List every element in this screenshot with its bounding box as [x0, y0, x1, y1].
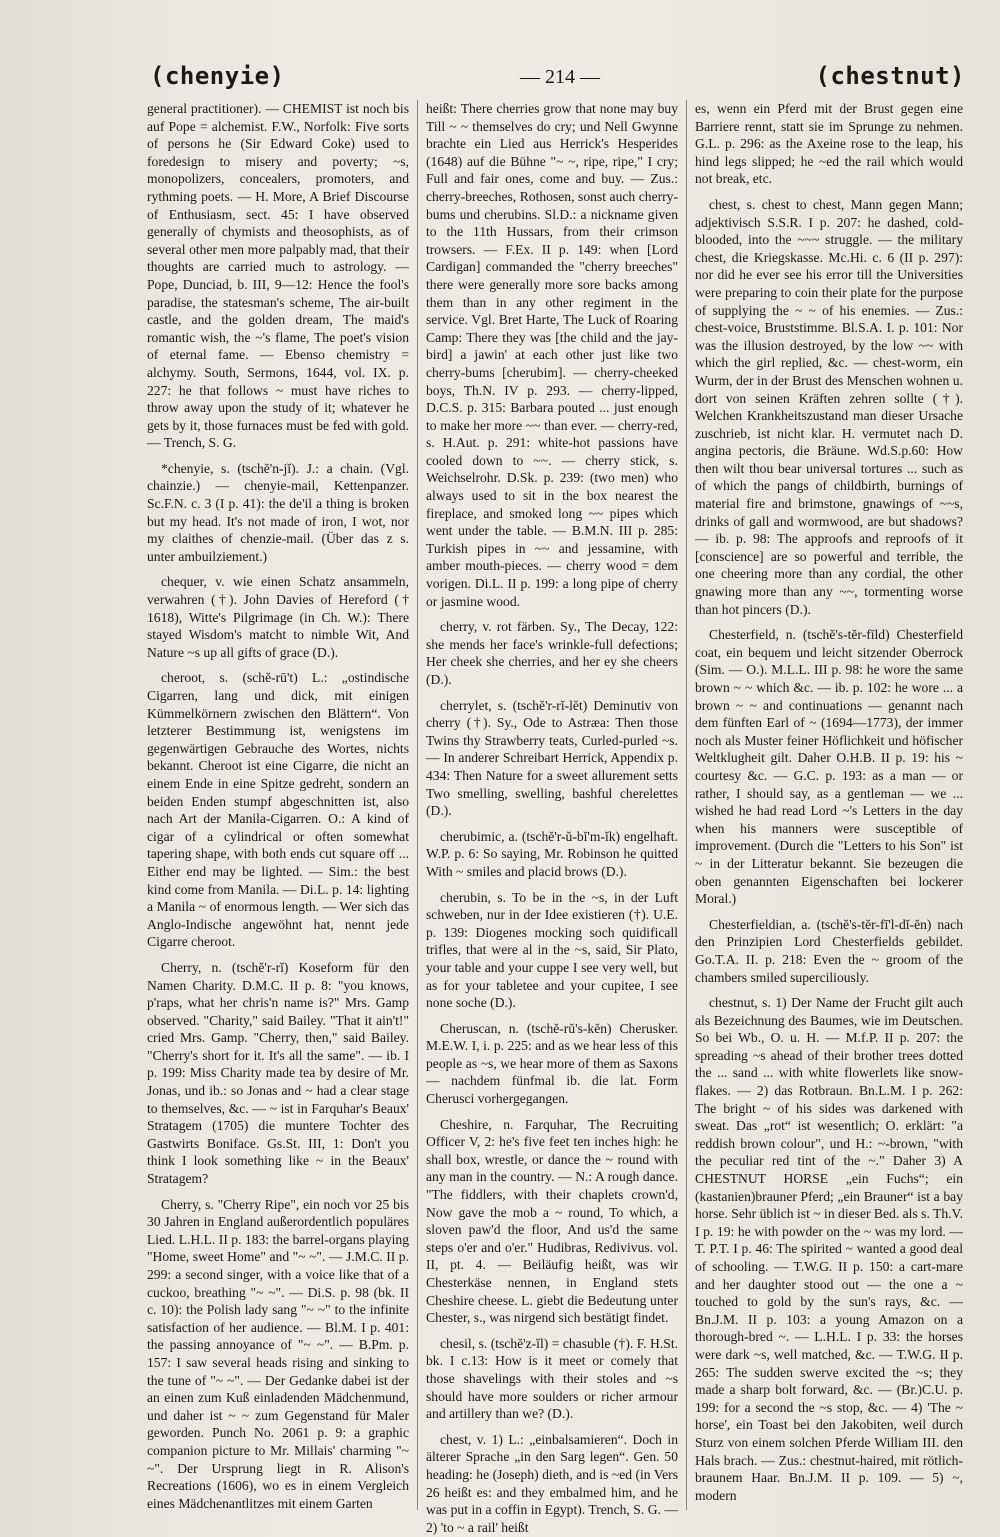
entry-paragraph: chestnut, s. 1) Der Name der Frucht gilt auch als Bezeichnung des Baumes, wie im Deutschen. So bei Wb., O. u. H. — M.f.P. II p. 207: the spreading ~s ahead of their brother trees dotted the ... sand ... with white flowerlets like snow-flakes. — 2) das Rotbraun. Bn.L.M. I p. 262: The bright ~ of his sides was darkened with sweat. Das „rot“ ist wesentlich; O. erklärt: "a reddish brown colour", und H.: ~-brown, "with the peculiar red tint of the ~." Daher 3) A CHESTNUT HORSE „ein Fuchs“; ein (kastanien)brauner Pferd; „ein Brauner“ ist a bay horse. Sehr üblich ist ~ in dieser Bed. als s. Th.V. I p. 19: he with powder on the ~ was my lord. — T. P.T. I p. 46: The spirited ~ wanted a good deal of schooling. — T.W.G. II p. 150: a cart-mare and her daughter stood out — the one a ~ touched to gold by the sun's rays, &c. — Bn.J.M. II p. 103: a young Amazon on a thorough-bred ~. — L.H.L. I p. 33: the horses were dark ~s, well matched, &c. — T.W.G. II p. 265: The sudden swerve excited the ~s; they made a sharp bolt forward, &c. — (Br.)C.U. p. 199: for a second the ~s stop, &c. — 4) 'The ~ horse', ein Toast bei den Jakobiten, weil durch Sturz von einem solchen Pferde William III. den Hals brach. — Zus.: chestnut-haired, mit rötlich-braunem Haar. Bn.J.M. II p. 109. — 5) ~, modern	[695, 995, 963, 1503]
entry-paragraph: general practitioner). — CHEMIST ist noch bis auf Pope = alchemist. F.W., Norfolk: Five sorts of persons he (Sir Edward Coke) used to foredesign to misery and poverty; ~s, monopolizers, concealers, promoters, and rythming poets. — H. More, A Brief Discourse of Enthusiasm, sect. 45: I have observed generally of chymists and theosophists, as of several other men more palpably mad, that their thoughts are carried much to astrology. — Pope, Dunciad, b. III, 9—12: Hence the fool's paradise, the statesman's scheme, The air-built castle, and the golden dream, The maid's romantic wish, the ~'s flame, The poet's vision of eternal fame. — Ebenso chemistry = alchymy. South, Sermons, 1644, vol. IX. p. 227: he that follows ~ must have riches to throw away upon the study of it; whatever he gets by it, those furnaces must be fed with gold. — Trench, S. G.	[147, 101, 409, 451]
entry-paragraph: cherrylet, s. (tschĕ'r-rĭ-lĕt) Deminutiv von cherry (†). Sy., Ode to Astræa: Then those Twins thy Strawberry teats, Curled-purled ~s. — In anderer Schreibart Herrick, Appendix p. 434: Then Nature for a sweet allurement setts Two smelling, swelling, bashful cherelettes (D.).	[426, 697, 678, 819]
page-number: — 214 —	[520, 66, 600, 88]
entry-paragraph: chest, v. 1) L.: „einbalsamieren“. Doch in älterer Sprache „in den Sarg legen“. Gen. 50 heading: he (Joseph) dieth, and is ~ed (in Vers 26 heißt es: and they embalmed him, and he was put in a coffin in Egypt). Trench, S. G. — 2) 'to ~ a rail' heißt	[426, 1431, 678, 1535]
entry-paragraph: Cherry, n. (tschĕ'r-rĭ) Koseform für den Namen Charity. D.M.C. II p. 8: "you knows, p'raps, what her chris'n name is?" Mrs. Gamp observed. "Charity," said Bailey. "That it ain't!" cried Mrs. Gamp. "Cherry, then," said Bailey. "Cherry's short for it. It's all the same". — ib. I p. 199: Miss Charity made tea by desire of Mr. Jonas, und ib.: so Jonas and ~ had a clear stage to themselves, &c. — ~ ist in Farquhar's Beaux' Stratagem (1705) die muntere Tochter des Gastwirts Boniface. Gs.St. III, 1: Don't you think I look something like ~ in the Beaux' Stratagem?	[147, 959, 409, 1187]
entry-paragraph: Chesterfieldian, a. (tschĕ's-tĕr-fī'l-dĭ-ĕn) nach den Prinzipien Lord Chesterfields gebildet. Go.T.A. II. p. 218: Even the ~ groom of the chambers smiled superciliously.	[695, 916, 963, 985]
entry-paragraph: chesil, s. (tschĕ'z-ĭl) = chasuble (†). F. H.St. bk. I c.13: How is it meet or comely that those shavelings with their stoles and ~s should have more soulders or richer armour and artillery than we? (D.).	[426, 1335, 678, 1422]
entry-paragraph: heißt: There cherries grow that none may buy Till ~ ~ themselves do cry; und Nell Gwynne brachte ein Lied aus Herrick's Hesperides (1648) auf die Bühne "~ ~, ripe, ripe," I cry; Full and fair ones, come and buy. — Zus.: cherry-breeches, Rothosen, sonst auch cherry-bums und cherubins. Sl.D.: a nickname given to the 11th Hussars, from their crimson trowsers. — F.Ex. II p. 149: when [Lord Cardigan] commanded the "cherry breeches" there were generally more sore backs among them than in any other regiment in the service. Vgl. Bret Harte, The Luck of Roaring Camp: There they was [the child and the jay-bird] a jawin' at each other just like two cherry-bums [cherubim]. — cherry-cheeked boys, Th.N. IV p. 293. — cherry-lipped, D.C.S. p. 315: Barbara pouted ... just enough to make her more ~~ than ever. — cherry-red, s. H.Aut. p. 291: white-hot passions have cooled down to ~~. — cherry stick, s. Weichselrohr. D.Sk. p. 239: (two men) who always used to sit in the box nearest the fireplace, and smoked long ~~ pipes which went under the table. — B.M.N. III p. 285: Turkish pipes in ~~ and jessamine, with amber mouth-pieces. — cherry wood = dem vorigen. Di.L. II p. 199: a long pipe of cherry or jasmine wood.	[426, 101, 678, 609]
entry-paragraph: cherry, v. rot färben. Sy., The Decay, 122: she mends her face's wrinkle-full defections; Her cheek she cherries, and her ey she cheers (D.).	[426, 619, 678, 687]
entry-paragraph: cheroot, s. (schĕ-rū't) L.: „ostindische Cigarren, lang und dick, mit einigen Kümmelkörnern zwischen den Blättern“. Von letzterer Bestimmung ist, wenigstens im gegenwärtigen Gebrauche des Wortes, nichts bekannt. Cheroot ist eine Cigarre, die nicht an einem Ende in eine Spitze gedreht, sondern an beiden Enden stumpf abgeschnitten ist, also nach Art der Manila-Cigarren. O.: A kind of cigar of a cylindrical or often somewhat tapering shape, with both ends cut square off ... Either end may be lighted. — Sim.: the best kind come from Manila. — Di.L. p. 14: lighting a Manila ~ of enormous length. — Wer sich das Anglo-Indische angewöhnt hat, nennt jede Cigarre cheroot.	[147, 670, 409, 950]
entry-paragraph: Cheshire, n. Farquhar, The Recruiting Officer V, 2: he's five feet ten inches high: he shall box, wrestle, or dance the ~ round with any man in the country. — N.: A rough dance. "The fiddlers, with their chaplets crown'd, Now gave the mob a ~ round, To which, a sloven paw'd the floor, And us'd the same steps o'er and o'er." Hudibras, Redivivus. vol. II, pt. 4. — Beiläufig heißt, was wir Chesterkäse nennen, in England stets Cheshire cheese. L. giebt die Bedeutung unter Chester, s., was nirgend sich bestätigt findet.	[426, 1116, 678, 1326]
left-catchword: (chenyie)	[150, 62, 285, 90]
entry-paragraph: chequer, v. wie einen Schatz ansammeln, verwahren (†). John Davies of Hereford († 1618), Witte's Pilgrimage (in Ch. W.): There stayed Wisdom's matcht to nimble Wit, And Nature ~s up all gifts of grace (D.).	[147, 574, 409, 660]
entry-paragraph: cherubimic, a. (tschĕ'r-ŭ-bĭ'm-ĭk) engelhaft. W.P. p. 6: So saying, Mr. Robinson he quitted With ~ smiles and placid brows (D.).	[426, 828, 678, 879]
entry-paragraph: cherubin, s. To be in the ~s, in der Luft schweben, nur in der Idee existieren (†). U.E. p. 139: Diogenes mocking soch quidificall trifles, that were al in the ~s, said, Sir Plato, your table and your cuppe I see very well, but as for your tabletee and your cupitee, I see none soche (D.).	[426, 889, 678, 1011]
entry-paragraph: Cheruscan, n. (tschĕ-rŭ's-kĕn) Cherusker. M.E.W. I, i. p. 225: and as we hear less of this people as ~s, we hear more of them as Saxons — nachdem fünfmal ib. die lat. Form Cherusci vorhergegangen.	[426, 1020, 678, 1107]
column-divider-2	[686, 100, 687, 1510]
entry-paragraph: chest, s. chest to chest, Mann gegen Mann; adjektivisch S.S.R. I p. 207: he dashed, cold-blooded, into the ~~~ struggle. — the military chest, die Kriegskasse. Mc.Hi. c. 6 (II p. 297): nor did he ever see his error till the Universities were preparing to coin their plate for the purpose of supplying the ~ ~ of his enemies. — Zus.: chest-voice, Bruststimme. Bl.S.A. I. p. 101: Nor was the illusion destroyed, by the low ~~ with which the girl replied, &c. — chest-worm, ein Wurm, der in der Brust des Menschen wohnen u. dort von seinen Kräften zehren sollte (†). Welchen Krankheitszustand man dieser Ursache zuschrieb, ist nicht klar. H. vermutet nach D. angina pectoris, die Bräune. Wd.S.p.60: How then wilt thou bear universal tortures ... such as of which the pangs of childbirth, burnings of material fire and brimstone, gnawings of ~~s, drinks of gall and wormwood, are but shadows? — ib. p. 98: The approofs and reproofs of it [conscience] are so powerful and terrible, the one cheering more than any cordial, the other gnawing more than any ~~, tormenting worse than hot pincers (D.).	[695, 196, 963, 617]
entry-paragraph: Cherry, s. "Cherry Ripe", ein noch vor 25 bis 30 Jahren in England außerordentlich populäres Lied. L.H.L. II p. 183: the barrel-organs playing "Home, sweet Home" and "~ ~". — J.M.C. II p. 299: a second singer, with a voice like that of a cuckoo, breathing "~ ~". — Di.S. p. 98 (bk. II c. 10): the Polish lady sang "~ ~" to the infinite satisfaction of her audience. — Bl.M. I p. 401: the passing annoyance of "~ ~". — B.Pm. p. 157: I saw several heads rising and sinking to the tune of "~ ~". — Der Gedanke dabei ist der an einen zum Kuß einladenden Mädchenmund, und daher ist ~ ~ zum Gegenstand für Maler geworden. Punch No. 2061 p. 9: a graphic companion picture to Mr. Millais' charming "~ ~". Der Ursprung liegt in R. Alison's Recreations (1606), wo es in einem Vergleich eines Mädchenantlitzes mit einem Garten	[147, 1196, 409, 1511]
column-middle	[426, 100, 678, 1535]
entry-paragraph: *chenyie, s. (tschĕ'n-jĭ). J.: a chain. (Vgl. chainzie.) — chenyie-mail, Kettenpanzer. Sc.F.N. c. 3 (I p. 41): the de'il a thing is broken but my head. It's not made of iron, I wot, nor my claithes of chenzie-mail. (Über das z s. unter ambuilziement.)	[147, 460, 409, 564]
column-right	[695, 100, 963, 1510]
column-left	[147, 100, 409, 1510]
entry-paragraph: Chesterfield, n. (tschĕ's-tĕr-fīld) Chesterfield coat, ein bequem und leicht sitzender Oberrock (Sim. — O.). M.L.L. III p. 98: he wore the same brown ~ ~ which &c. — ib. p. 102: he wore ... a brown ~ ~ and continuations — genannt nach dem fünften Earl of ~ (1694—1773), der immer noch als Muster feiner Höflichkeit und höfischer Weltklugheit gilt. Daher O.H.B. II p. 19: his ~ courtesy &c. — G.C. p. 193: as a man — or rather, I should say, as a gentleman — we ... wished he had read Lord ~'s Letters in the day when his manners were susceptible of improvement. (Durch die "Letters to his Son" ist ~ in der Litteratur bekannt. Sie bezeugen die oben genannten Eigenschaften bei lockerer Moral.)	[695, 627, 963, 907]
right-catchword: (chestnut)	[815, 62, 965, 90]
column-divider-1	[417, 100, 418, 1510]
entry-paragraph: es, wenn ein Pferd mit der Brust gegen eine Barriere rennt, statt sie im Sprunge zu nehmen. G.L. p. 296: as the Axeine rose to the leap, his hind legs slipped; he ~ed the rail which would not break, etc.	[695, 101, 963, 187]
